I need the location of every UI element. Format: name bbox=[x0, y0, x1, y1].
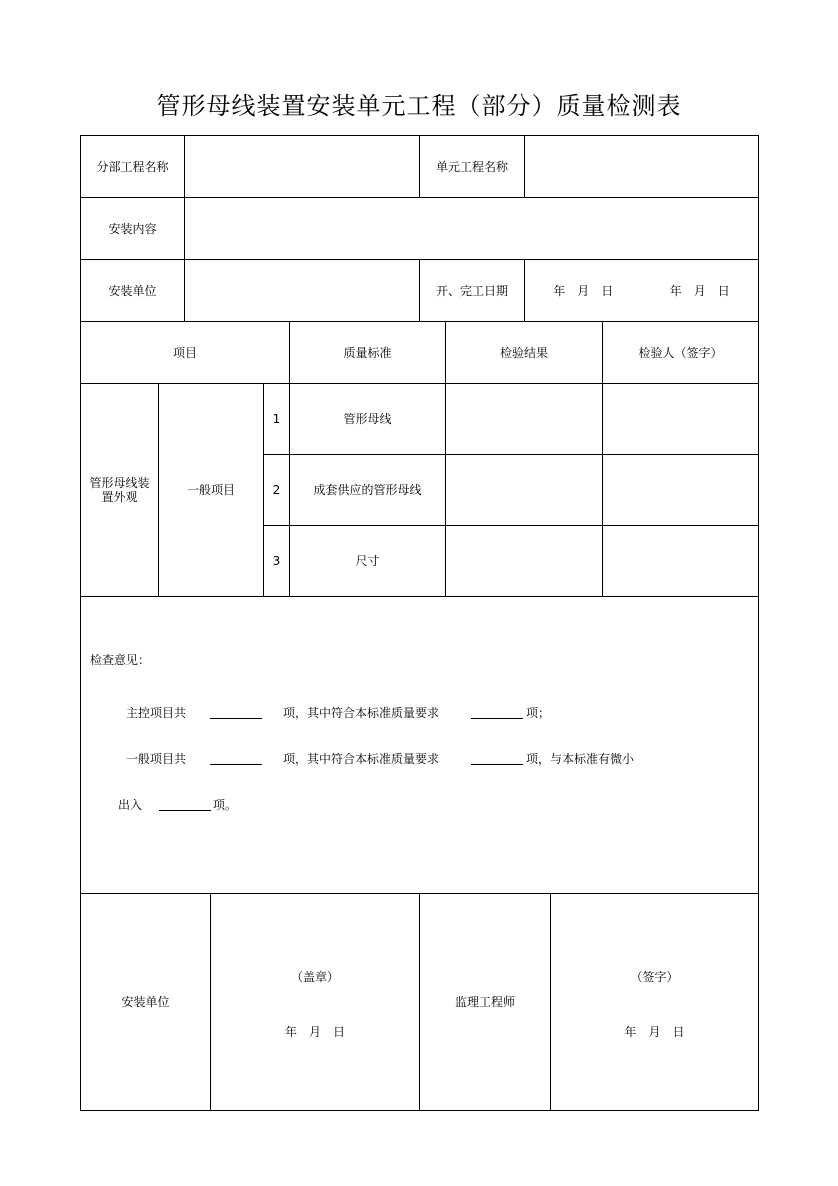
division-field[interactable] bbox=[184, 135, 420, 198]
division-label: 分部工程名称 bbox=[80, 135, 185, 198]
row-number: 3 bbox=[263, 525, 290, 597]
opinion-box bbox=[80, 596, 759, 894]
supervisor-date: 年 月 日 bbox=[624, 1025, 685, 1039]
row-number: 1 bbox=[263, 383, 290, 455]
row-result-field[interactable] bbox=[445, 454, 603, 526]
content-label: 安装内容 bbox=[80, 197, 185, 260]
content-field[interactable] bbox=[184, 197, 759, 260]
column-item: 项目 bbox=[80, 321, 290, 384]
installer-seal-field[interactable] bbox=[210, 893, 420, 1111]
end-date: 年 月 日 bbox=[669, 283, 730, 298]
general-items-pass-blank[interactable] bbox=[471, 764, 523, 765]
page-title: 管形母线装置安装单元工程（部分）质量检测表 bbox=[156, 92, 682, 120]
column-result: 检验结果 bbox=[445, 321, 603, 384]
general-items-count-blank[interactable] bbox=[210, 764, 262, 765]
row-standard: 尺寸 bbox=[289, 525, 446, 597]
opinion-line2-c: 项，与本标准有微小 bbox=[526, 752, 635, 766]
main-items-pass-blank[interactable] bbox=[471, 718, 523, 719]
unit-field[interactable] bbox=[524, 135, 759, 198]
section-type: 一般项目 bbox=[158, 383, 264, 597]
opinion-line2-b: 项，其中符合本标准质量要求 bbox=[283, 752, 440, 766]
deviation-count-blank[interactable] bbox=[159, 810, 211, 811]
sign-label: （签字） bbox=[630, 970, 679, 984]
row-number: 2 bbox=[263, 454, 290, 526]
opinion-line2-a: 一般项目共 bbox=[126, 752, 187, 766]
main-items-count-blank[interactable] bbox=[210, 718, 262, 719]
opinion-label: 检查意见： bbox=[90, 653, 151, 667]
row-result-field[interactable] bbox=[445, 383, 603, 455]
seal-label: （盖章） bbox=[290, 970, 339, 984]
dates-field[interactable] bbox=[524, 259, 759, 322]
column-standard: 质量标准 bbox=[289, 321, 446, 384]
opinion-line3-b: 项。 bbox=[213, 798, 238, 812]
opinion-line1-c: 项； bbox=[526, 706, 551, 720]
installer-date: 年 月 日 bbox=[284, 1025, 345, 1039]
row-inspector-field[interactable] bbox=[602, 454, 759, 526]
supervisor-sign-field[interactable] bbox=[550, 893, 759, 1111]
section-category: 管形母线装置外观 bbox=[80, 383, 159, 597]
start-date: 年 月 日 bbox=[553, 283, 614, 298]
row-standard: 管形母线 bbox=[289, 383, 446, 455]
opinion-line3-a: 出入 bbox=[118, 798, 143, 812]
installer-field[interactable] bbox=[184, 259, 420, 322]
footer-installer-label: 安装单位 bbox=[80, 893, 211, 1111]
column-inspector: 检验人（签字） bbox=[602, 321, 759, 384]
row-standard: 成套供应的管形母线 bbox=[289, 454, 446, 526]
row-result-field[interactable] bbox=[445, 525, 603, 597]
installer-label: 安装单位 bbox=[80, 259, 185, 322]
supervisor-label: 监理工程师 bbox=[419, 893, 551, 1111]
row-inspector-field[interactable] bbox=[602, 525, 759, 597]
opinion-line1-a: 主控项目共 bbox=[126, 706, 187, 720]
dates-label: 开、完工日期 bbox=[419, 259, 525, 322]
unit-label: 单元工程名称 bbox=[419, 135, 525, 198]
opinion-line1-b: 项，其中符合本标准质量要求 bbox=[283, 706, 440, 720]
row-inspector-field[interactable] bbox=[602, 383, 759, 455]
